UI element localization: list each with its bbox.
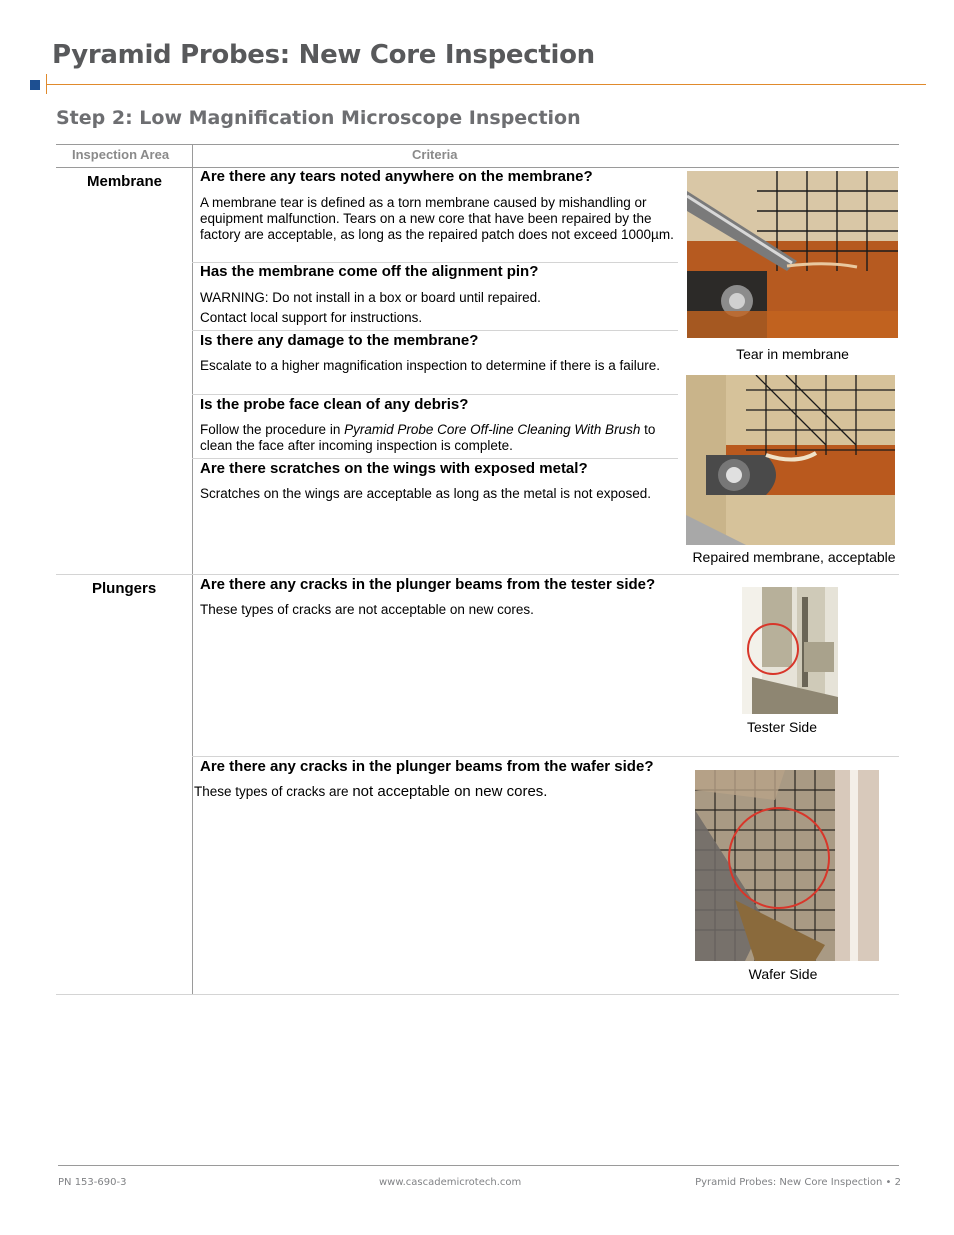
title-rule <box>46 84 926 85</box>
tear-membrane-image <box>687 171 898 338</box>
answer-wafer-side-small: These types of cracks are <box>194 784 353 799</box>
row-divider <box>192 458 678 459</box>
header-inspection-area: Inspection Area <box>72 147 170 162</box>
answer-damage: Escalate to a higher magnification inspection to determine if there is a failure. <box>200 358 661 373</box>
page-title: Pyramid Probes: New Core Inspection <box>52 40 595 70</box>
footer-rule <box>58 1165 899 1166</box>
footer-page-label: Pyramid Probes: New Core Inspection • 2 <box>695 1177 901 1188</box>
row-divider <box>192 330 678 331</box>
photo-wafer-side <box>695 770 879 961</box>
column-divider <box>192 144 193 994</box>
footer-part-number: PN 153-690-3 <box>58 1177 127 1188</box>
brand-square <box>30 80 40 90</box>
step-title: Step 2: Low Magnification Microscope Inspection <box>56 107 581 129</box>
caption-wafer-side: Wafer Side <box>748 966 818 982</box>
cleaning-procedure-title: Pyramid Probe Core Off-line Cleaning With Brush <box>344 422 641 437</box>
footer-website: www.cascademicrotech.com <box>379 1177 522 1188</box>
answer-debris-post: to clean the face after incoming inspection is complete. <box>200 422 656 453</box>
question-scratches: Are there scratches on the wings with exposed metal? <box>200 460 588 477</box>
answer-alignment-pin-contact: Contact local support for instructions. <box>200 310 423 325</box>
header-criteria: Criteria <box>412 147 458 162</box>
section-divider <box>56 574 899 575</box>
photo-tester-side <box>742 587 838 714</box>
caption-repaired-membrane: Repaired membrane, acceptable <box>692 549 896 565</box>
answer-wafer-side-cracks <box>194 784 670 800</box>
row-divider <box>192 756 899 757</box>
question-damage: Is there any damage to the membrane? <box>200 332 479 349</box>
question-tester-side-cracks: Are there any cracks in the plunger beams from the tester side? <box>200 576 656 593</box>
title-tick <box>46 74 47 94</box>
answer-wafer-side-large: not acceptable on new cores. <box>352 783 548 800</box>
question-alignment-pin: Has the membrane come off the alignment pin? <box>200 263 539 280</box>
answer-debris-pre: Follow the procedure in <box>200 422 345 437</box>
area-membrane: Membrane <box>87 173 163 190</box>
answer-tears: A membrane tear is defined as a torn membrane caused by mishandling or equipment malfunction. Tears on a new core that have been repaired by the factory are acceptable, as long as the repaired patch does not exceed 1000µm. <box>200 195 674 242</box>
photo-repaired-membrane <box>686 375 895 545</box>
caption-tear-in-membrane: Tear in membrane <box>736 346 849 362</box>
table-bottom-rule <box>56 994 899 995</box>
repaired-membrane-image <box>686 375 895 545</box>
table-header <box>56 144 899 168</box>
answer-debris <box>200 422 676 454</box>
answer-alignment-pin-warning: WARNING: Do not install in a box or board until repaired. <box>200 290 541 305</box>
answer-tester-side-cracks: These types of cracks are not acceptable on new cores. <box>200 602 534 617</box>
photo-tear-in-membrane <box>687 171 898 338</box>
tester-side-image <box>742 587 838 714</box>
wafer-side-image <box>695 770 879 961</box>
question-tears: Are there any tears noted anywhere on the membrane? <box>200 168 593 185</box>
question-debris: Is the probe face clean of any debris? <box>200 396 469 413</box>
question-wafer-side-cracks: Are there any cracks in the plunger beams from the wafer side? <box>200 758 654 775</box>
answer-scratches: Scratches on the wings are acceptable as long as the metal is not exposed. <box>200 486 652 501</box>
row-divider <box>192 394 678 395</box>
inspection-table <box>56 144 899 168</box>
area-plungers: Plungers <box>92 580 157 597</box>
caption-tester-side: Tester Side <box>746 719 818 735</box>
